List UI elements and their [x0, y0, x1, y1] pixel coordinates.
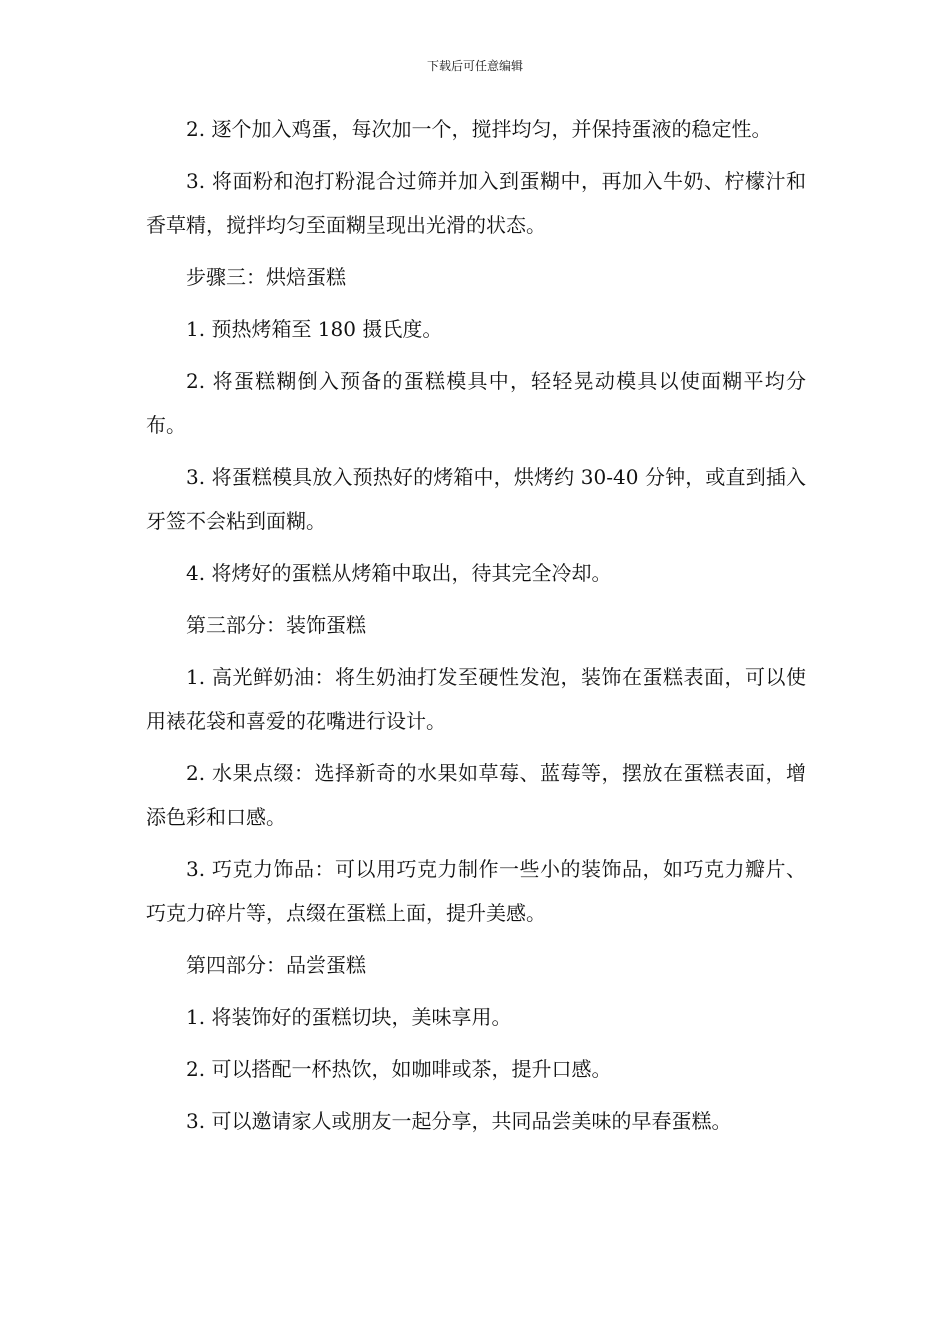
step-3-mix-flour: 3. 将面粉和泡打粉混合过筛并加入到蛋糊中，再加入牛奶、柠檬汁和香草精，搅拌均匀至面糊呈现出光滑的状态。	[146, 169, 806, 237]
section-heading-bake: 步骤三：烘焙蛋糕	[186, 265, 346, 289]
taste-step-3: 3. 可以邀请家人或朋友一起分享，共同品尝美味的早春蛋糕。	[186, 1109, 732, 1133]
step-2-add-eggs: 2. 逐个加入鸡蛋，每次加一个，搅拌均匀，并保持蛋液的稳定性。	[186, 117, 772, 141]
section-heading-taste: 第四部分：品尝蛋糕	[186, 953, 366, 977]
bake-step-4: 4. 将烤好的蛋糕从烤箱中取出，待其完全冷却。	[186, 561, 612, 585]
section-heading-decorate: 第三部分：装饰蛋糕	[186, 613, 366, 637]
header-note: 下载后可任意编辑	[426, 59, 523, 73]
decorate-step-2: 2. 水果点缀：选择新奇的水果如草莓、蓝莓等，摆放在蛋糕表面，增添色彩和口感。	[146, 761, 806, 829]
decorate-step-1: 1. 高光鲜奶油：将生奶油打发至硬性发泡，装饰在蛋糕表面，可以使用裱花袋和喜爱的花嘴进行设计。	[146, 665, 806, 733]
decorate-step-3: 3. 巧克力饰品：可以用巧克力制作一些小的装饰品，如巧克力瓣片、巧克力碎片等，点缀在蛋糕上面，提升美感。	[146, 857, 806, 925]
document-body	[146, 107, 806, 1151]
taste-step-2: 2. 可以搭配一杯热饮，如咖啡或茶，提升口感。	[186, 1057, 612, 1081]
bake-step-3: 3. 将蛋糕模具放入预热好的烤箱中，烘烤约 30-40 分钟，或直到插入牙签不会粘到面糊。	[146, 465, 806, 533]
taste-step-1: 1. 将装饰好的蛋糕切块，美味享用。	[186, 1005, 512, 1029]
bake-step-2: 2. 将蛋糕糊倒入预备的蛋糕模具中，轻轻晃动模具以使面糊平均分布。	[146, 369, 806, 437]
bake-step-1: 1. 预热烤箱至 180 摄氏度。	[186, 317, 443, 341]
